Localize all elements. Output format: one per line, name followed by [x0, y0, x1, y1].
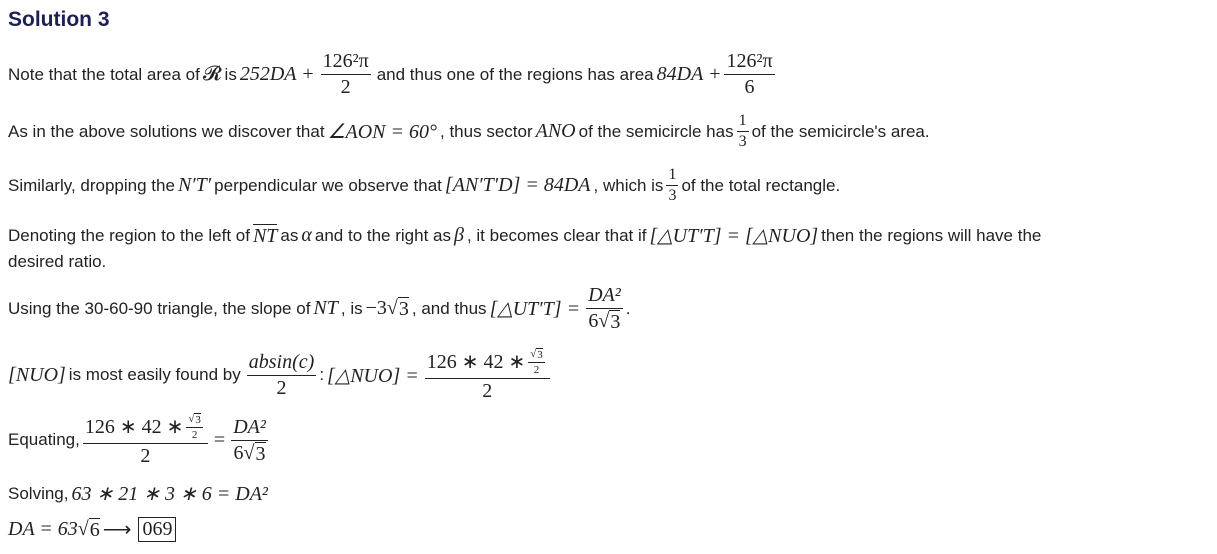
text: and thus one of the regions has area: [376, 64, 654, 84]
paragraph-solving: [8, 481, 271, 506]
arrow-icon: ⟶: [102, 519, 132, 541]
math-expression: [AN′T′D] = 84DA: [444, 174, 591, 197]
fraction: 126 ∗ 42 ∗ √ 3 2 2: [83, 413, 208, 468]
fraction: √ 3 2: [188, 413, 201, 442]
text: , and thus: [411, 298, 487, 318]
paragraph-rectangle: [8, 166, 840, 206]
sqrt: √ 6: [77, 518, 100, 541]
text: perpendicular we observe that: [214, 175, 442, 195]
fraction: DA² 6√ 3: [588, 284, 621, 333]
fraction: √ 3 2: [530, 348, 543, 377]
sqrt: √ 3: [386, 297, 409, 320]
math-expression: 63 ∗ 21 ∗ 3 ∗ 6 = DA²: [71, 483, 268, 505]
text: Equating,: [8, 430, 80, 450]
paragraph-sector: [8, 112, 930, 152]
text: Note that the total area of: [8, 64, 200, 84]
math-expression: −3√ 3: [365, 297, 409, 320]
text: Similarly, dropping the: [8, 175, 175, 195]
math-expression: ∠AON = 60°: [327, 121, 438, 144]
text: :: [319, 365, 325, 385]
text: , it becomes clear that if: [466, 225, 647, 245]
section-title: Solution 3: [8, 8, 110, 31]
text: of the total rectangle.: [681, 175, 841, 195]
paragraph-slope: [8, 284, 630, 333]
answer-box: 069: [138, 517, 176, 542]
fraction: $\frac{\text{126²π}}{6}$: [726, 50, 773, 98]
math-expression: β: [453, 224, 464, 246]
fraction: $\frac{1}{3}$: [738, 112, 747, 151]
math-expression: DA = 63: [8, 518, 78, 540]
math-expression: ANO: [535, 120, 576, 143]
math-expression: [△UT′T] = [△NUO]: [649, 225, 819, 247]
region-symbol: 𝓡: [202, 63, 222, 85]
text: , which is: [593, 175, 664, 195]
text: then the regions will have the: [821, 225, 1042, 245]
text: Solving,: [8, 483, 69, 503]
math-expression: [NUO]: [8, 363, 66, 386]
equals-sign: =: [213, 428, 226, 451]
math-expression: [△NUO] =: [327, 364, 419, 387]
paragraph-answer: [8, 517, 176, 542]
text: as: [280, 225, 299, 245]
fraction: DA² 6√ 3: [233, 415, 266, 465]
fraction: 126 ∗ 42 ∗ √ 3 2 2: [425, 348, 550, 403]
text: is: [224, 64, 237, 84]
math-expression: [△UT′T] =: [489, 298, 581, 320]
sqrt: √ 3: [188, 413, 201, 426]
math-expression: 252DA +: [239, 63, 315, 85]
sqrt: √ 3: [243, 441, 266, 465]
paragraph-regions: [8, 223, 1041, 248]
text: , thus sector: [440, 121, 533, 141]
math-expression: 84DA +: [656, 63, 722, 85]
text: As in the above solutions we discover that: [8, 121, 325, 141]
sqrt: √ 3: [598, 310, 621, 333]
fraction: $\frac{absin(c)}{2}$: [248, 350, 315, 399]
fraction: $\frac{\text{126²π}}{2}$: [322, 50, 369, 98]
math-expression: NT: [313, 297, 338, 319]
text: , is: [340, 298, 363, 318]
paragraph-total-area: [8, 50, 778, 99]
text: of the semicircle has: [578, 121, 734, 141]
text: Using the 30-60-90 triangle, the slope of: [8, 298, 311, 318]
paragraph-regions-cont: [8, 252, 106, 272]
text: and to the right as: [314, 225, 451, 245]
math-expression: NT: [252, 224, 278, 247]
text: Denoting the region to the left of: [8, 225, 250, 245]
text: of the semicircle's area.: [751, 121, 930, 141]
math-expression: α: [301, 224, 312, 246]
fraction: $\frac{1}{3}$: [668, 166, 677, 205]
math-expression: N′T′: [177, 174, 212, 197]
sqrt: √ 3: [530, 348, 543, 361]
paragraph-equating: [8, 413, 271, 468]
paragraph-nuo-area: [8, 348, 553, 403]
text: .: [625, 298, 631, 318]
text: desired ratio.: [8, 252, 107, 271]
text: is most easily found by: [68, 365, 241, 385]
